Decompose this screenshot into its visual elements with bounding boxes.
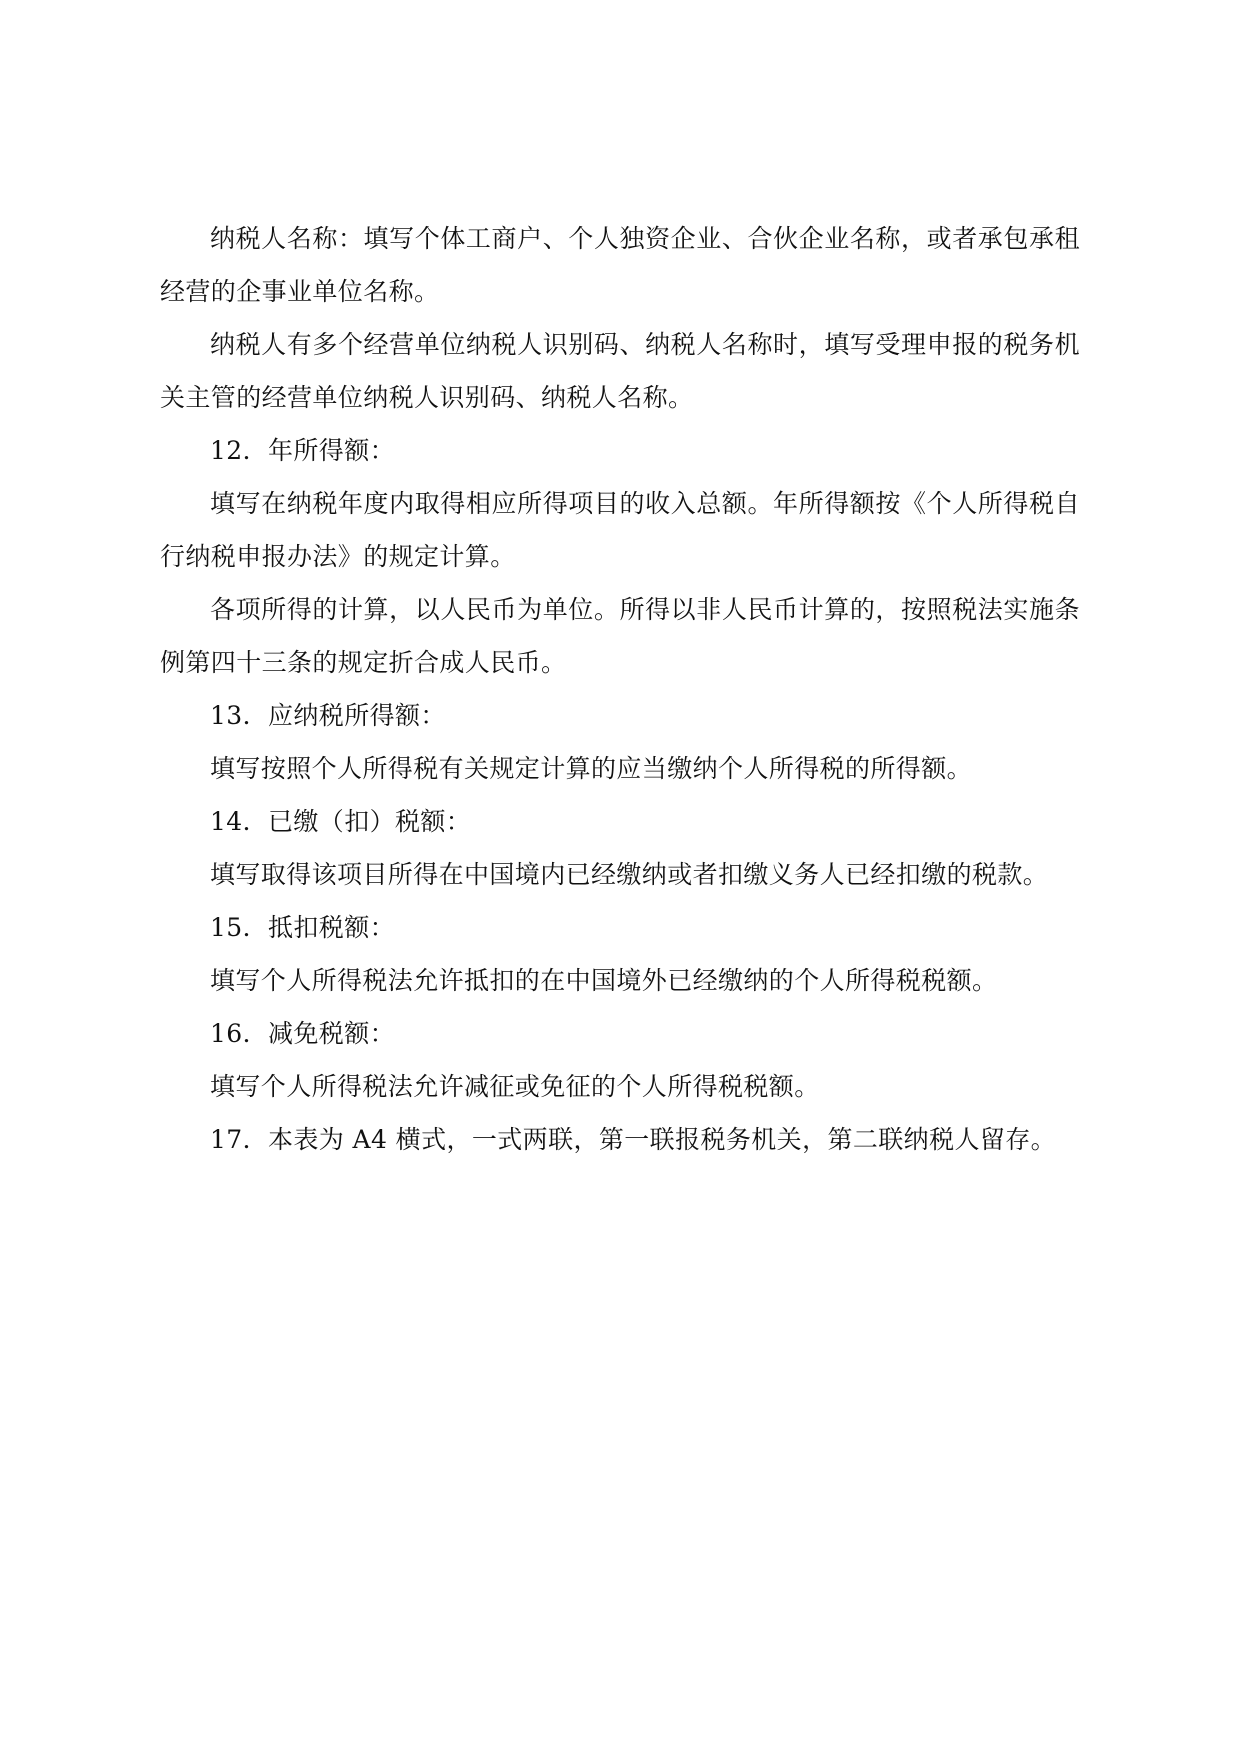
paragraph-taxable-income: 填写按照个人所得税有关规定计算的应当缴纳个人所得税的所得额。 bbox=[210, 754, 973, 783]
heading-item-13: 13．应纳税所得额： bbox=[210, 701, 446, 730]
paragraph-multiple-units: 纳税人有多个经营单位纳税人识别码、纳税人名称时，填写受理申报的税务机关主管的经营单位纳税人识别码、纳税人名称。 bbox=[160, 330, 1080, 412]
heading-item-16: 16．减免税额： bbox=[210, 1019, 396, 1048]
paragraph-annual-income: 填写在纳税年度内取得相应所得项目的收入总额。年所得额按《个人所得税自行纳税申报办法》的规定计算。 bbox=[160, 489, 1080, 571]
paragraph-taxpayer-name: 纳税人名称：填写个体工商户、个人独资企业、合伙企业名称，或者承包承租经营的企事业单位名称。 bbox=[160, 224, 1080, 306]
paragraph-paid-tax: 填写取得该项目所得在中国境内已经缴纳或者扣缴义务人已经扣缴的税款。 bbox=[210, 860, 1049, 889]
paragraph-credit-tax: 填写个人所得税法允许抵扣的在中国境外已经缴纳的个人所得税税额。 bbox=[210, 966, 998, 995]
paragraph-currency-rule: 各项所得的计算，以人民币为单位。所得以非人民币计算的，按照税法实施条例第四十三条的规定折合成人民币。 bbox=[160, 595, 1080, 677]
heading-item-14: 14．已缴（扣）税额： bbox=[210, 807, 472, 836]
heading-item-12: 12．年所得额： bbox=[210, 436, 396, 465]
document-body bbox=[160, 212, 1080, 1166]
heading-item-15: 15．抵扣税额： bbox=[210, 913, 396, 942]
paragraph-form-note: 17．本表为 A4 横式，一式两联，第一联报税务机关，第二联纳税人留存。 bbox=[210, 1125, 1057, 1154]
paragraph-reduced-tax: 填写个人所得税法允许减征或免征的个人所得税税额。 bbox=[210, 1072, 820, 1101]
